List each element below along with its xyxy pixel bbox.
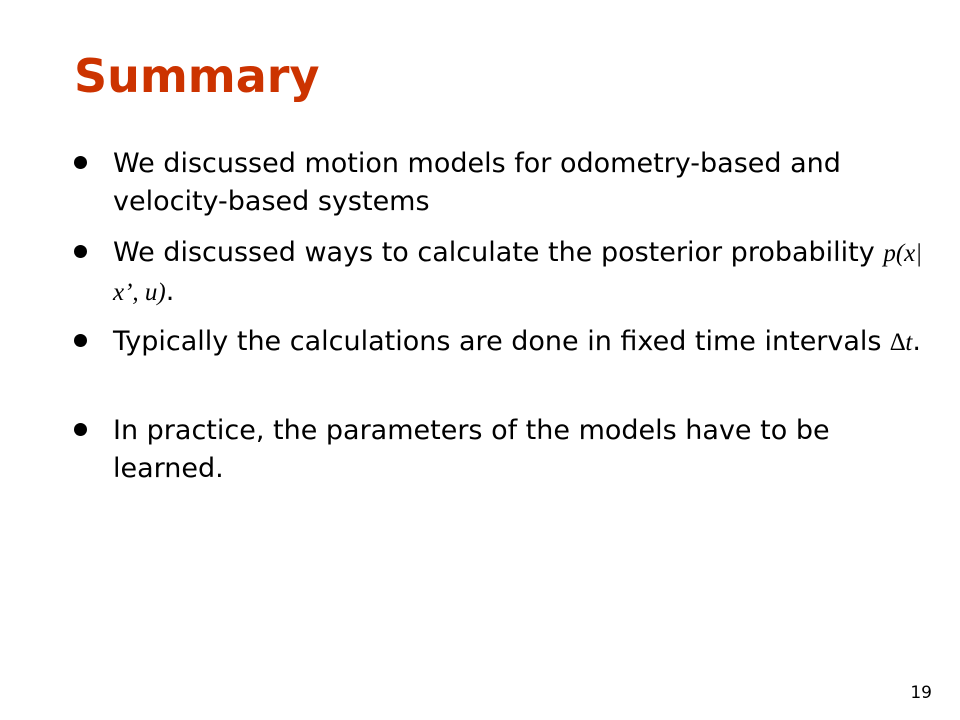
bullet-text — [113, 234, 934, 312]
bullet-text-after: . — [165, 276, 175, 307]
bullet-text-after: . — [912, 326, 921, 357]
bullet-item — [74, 145, 934, 221]
bullet-dot-icon — [74, 245, 87, 258]
bullet-dot-icon — [74, 156, 87, 169]
bullet-text: We discussed motion models for odometry-based and velocity-based systems — [113, 148, 841, 217]
bullet-item — [74, 234, 934, 312]
bullet-text-before: We discussed ways to calculate the posterior probability — [113, 237, 884, 268]
bullet-text-before: Typically the calculations are done in fixed time intervals — [113, 326, 891, 357]
time-variable: t — [905, 329, 913, 356]
bullet-item — [74, 412, 934, 488]
bullet-dot-icon — [74, 423, 87, 436]
bullet-item — [74, 323, 934, 362]
bullet-text — [113, 323, 934, 362]
bullet-dot-icon — [74, 334, 87, 347]
slide-title: Summary — [74, 49, 320, 103]
bullet-text: In practice, the parameters of the models have to be learned. — [113, 415, 830, 484]
page-number: 19 — [910, 683, 932, 703]
posterior-formula: p(x| x’, u) — [113, 240, 923, 306]
delta-symbol: ∆ — [890, 329, 906, 356]
